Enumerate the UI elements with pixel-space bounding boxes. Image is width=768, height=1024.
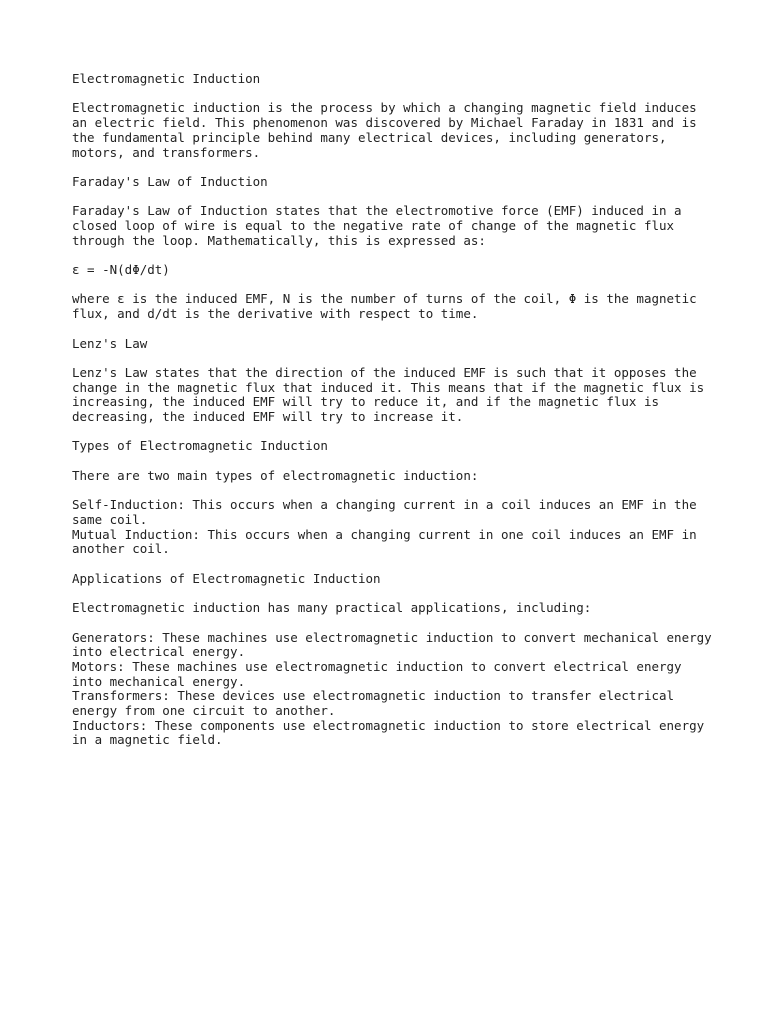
faraday-equation: ε = -N(dΦ/dt) bbox=[72, 262, 170, 278]
list-item: Motors: These machines use electromagnetic induction to convert electrical energy into mechanical energy. bbox=[72, 658, 682, 689]
types-heading: Types of Electromagnetic Induction bbox=[72, 438, 328, 454]
list-item: Generators: These machines use electromagnetic induction to convert mechanical energy into electrical energy. bbox=[72, 629, 712, 660]
list-item: Self-Induction: This occurs when a changing current in a coil induces an EMF in the same coil. bbox=[72, 497, 697, 527]
intro-paragraph: Electromagnetic induction is the process by which a changing magnetic field induces an electric field. This phenomenon was discovered by Michael Faraday in 1831 and is the fundamental principle behind many electrical devices, including generators, motors, and transformers. bbox=[72, 100, 697, 160]
faraday-paragraph: Faraday's Law of Induction states that the electromotive force (EMF) induced in a closed loop of wire is equal to the negative rate of change of the magnetic flux through the loop. Mathematically, this is expressed as: bbox=[72, 203, 682, 248]
types-list bbox=[72, 498, 712, 557]
document-page bbox=[72, 72, 712, 763]
faraday-heading: Faraday's Law of Induction bbox=[72, 173, 268, 189]
list-item: Transformers: These devices use electromagnetic induction to transfer electrical energy from one circuit to another. bbox=[72, 688, 675, 719]
document-title: Electromagnetic Induction bbox=[72, 71, 261, 86]
lenz-paragraph: Lenz's Law states that the direction of the induced EMF is such that it opposes the change in the magnetic flux that induced it. This means that if the magnetic flux is increasing, the induced EMF will try to reduce it, and if the magnetic flux is decreasing, the induced EMF will try to increase it. bbox=[72, 364, 705, 425]
applications-heading: Applications of Electromagnetic Induction bbox=[72, 570, 381, 586]
lenz-heading: Lenz's Law bbox=[72, 335, 148, 351]
applications-list bbox=[72, 631, 712, 749]
list-item: Inductors: These components use electromagnetic induction to store electrical energy in a magnetic field. bbox=[72, 717, 705, 748]
types-intro: There are two main types of electromagnetic induction: bbox=[72, 467, 479, 483]
list-item: Mutual Induction: This occurs when a changing current in one coil induces an EMF in another coil. bbox=[72, 526, 697, 557]
equation-explanation: where ε is the induced EMF, N is the number of turns of the coil, Φ is the magnetic flux, and d/dt is the derivative with respect to time. bbox=[72, 291, 697, 322]
applications-intro: Electromagnetic induction has many practical applications, including: bbox=[72, 600, 592, 616]
